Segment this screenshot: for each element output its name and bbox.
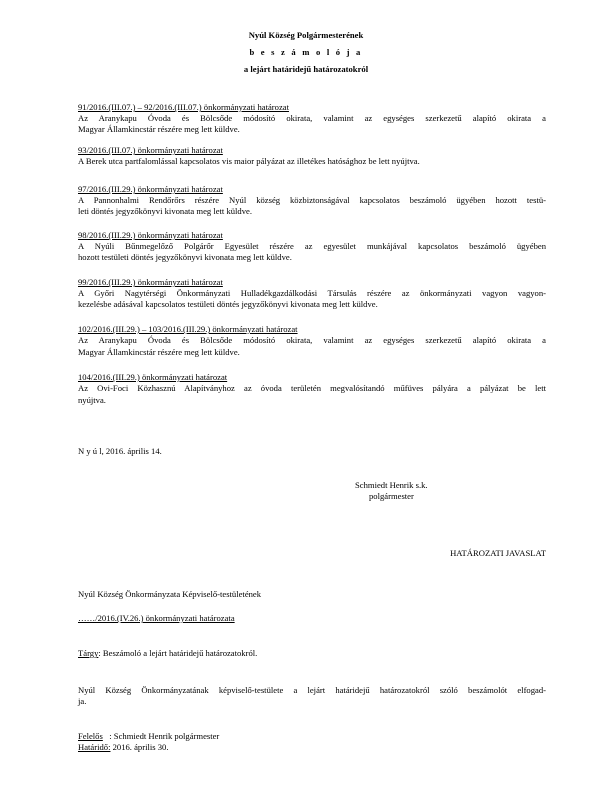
resolution-text-line: kezelésbe adásával kapcsolatos testületi döntés jegyzőkönyvi kivonata meg lett küldve.	[78, 299, 378, 309]
resolution-text-line: A Nyúli Bűnmegelőző Polgárőr Egyesület részére az egyesület munkájával kapcsolatos beszámoló ügyében	[78, 241, 546, 251]
deadline-label: Határidő:	[78, 742, 111, 752]
proposal-responsible	[78, 731, 219, 741]
resolution-text-line: Az Aranykapu Óvoda és Bölcsőde módosító okirata, valamint az egységes szerkezetű alapító okirata a	[78, 335, 546, 345]
resolution-text-line: A Pannonhalmi Rendőrőrs részére Nyúl község közbiztonságával kapcsolatos beszámoló ügyében hozott testü-	[78, 195, 546, 205]
proposal-deadline	[78, 742, 168, 752]
resolution-text-line: leti döntés jegyzőkönyvi kivonata meg lett küldve.	[78, 206, 252, 216]
deadline-text: 2016. április 30.	[110, 742, 169, 752]
signature-role: polgármester	[369, 491, 414, 501]
resolution-ref: 97/2016.(III.29.) önkormányzati határozat	[78, 184, 223, 194]
responsible-text: : Schmiedt Henrik polgármester	[102, 731, 220, 741]
proposal-addressee: Nyúl Község Önkormányzata Képviselő-testületének	[78, 589, 262, 599]
document-subject: a lejárt határidejű határozatokról	[243, 64, 369, 74]
resolution-ref: 99/2016.(III.29.) önkormányzati határozat	[78, 277, 223, 287]
subject-label: Tárgy	[78, 648, 99, 658]
resolution-text-line: Az Aranykapu Óvoda és Bölcsőde módosító okirata, valamint az egységes szerkezetű alapító okirata a	[78, 113, 546, 123]
resolution-text-line: A Győri Nagytérségi Önkormányzati Hulladékgazdálkodási Társulás részére az önkormányzati vagyon vagyon-	[78, 288, 546, 298]
resolution-text-line: Magyar Államkincstár részére meg lett küldve.	[78, 347, 240, 357]
responsible-label: Felelős	[78, 731, 103, 741]
resolution-ref: 93/2016.(III.07.) önkormányzati határozat	[78, 145, 223, 155]
resolution-text-line: Az Ovi-Foci Közhasznú Alapítványhoz az óvoda területén megvalósítandó műfüves pályára a pályázat be lett	[78, 383, 546, 393]
resolution-text-line: A Berek utca partfalomlással kapcsolatos vis maior pályázat az illetékes hatósághoz be lett nyújtva.	[78, 156, 420, 166]
resolution-text-line: Magyar Államkincstár részére meg lett küldve.	[78, 124, 240, 134]
proposal-subject	[78, 648, 257, 658]
proposal-decision-line: ja.	[78, 696, 87, 706]
resolution-ref: 102/2016.(III.29.) – 103/2016.(III.29.) önkormányzati határozat	[78, 324, 298, 334]
document-subtitle: b e s z á m o l ó j a	[249, 47, 363, 57]
resolution-text-line: nyújtva.	[78, 395, 106, 405]
proposal-resolution-ref: ……/2016.(IV.26.) önkormányzati határozata	[78, 613, 235, 623]
resolution-ref: 98/2016.(III.29.) önkormányzati határozat	[78, 230, 223, 240]
resolution-ref: 104/2016.(III.29.) önkormányzati határozat	[78, 372, 228, 382]
resolution-text-line: hozott testületi döntés jegyzőkönyvi kivonata meg lett küldve.	[78, 252, 292, 262]
proposal-heading: HATÁROZATI JAVASLAT	[450, 548, 546, 558]
signature-name: Schmiedt Henrik s.k.	[355, 480, 428, 490]
proposal-decision-line: Nyúl Község Önkormányzatának képviselő-testülete a lejárt határidejű határozatokról szóló beszámolót elfogad-	[78, 685, 546, 695]
subject-text: : Beszámoló a lejárt határidejű határozatokról.	[98, 648, 258, 658]
document-title: Nyúl Község Polgármesterének	[248, 30, 364, 40]
place-date: N y ú l, 2016. április 14.	[78, 446, 162, 456]
resolution-ref: 91/2016.(III.07.) – 92/2016.(III.07.) önkormányzati határozat	[78, 102, 289, 112]
